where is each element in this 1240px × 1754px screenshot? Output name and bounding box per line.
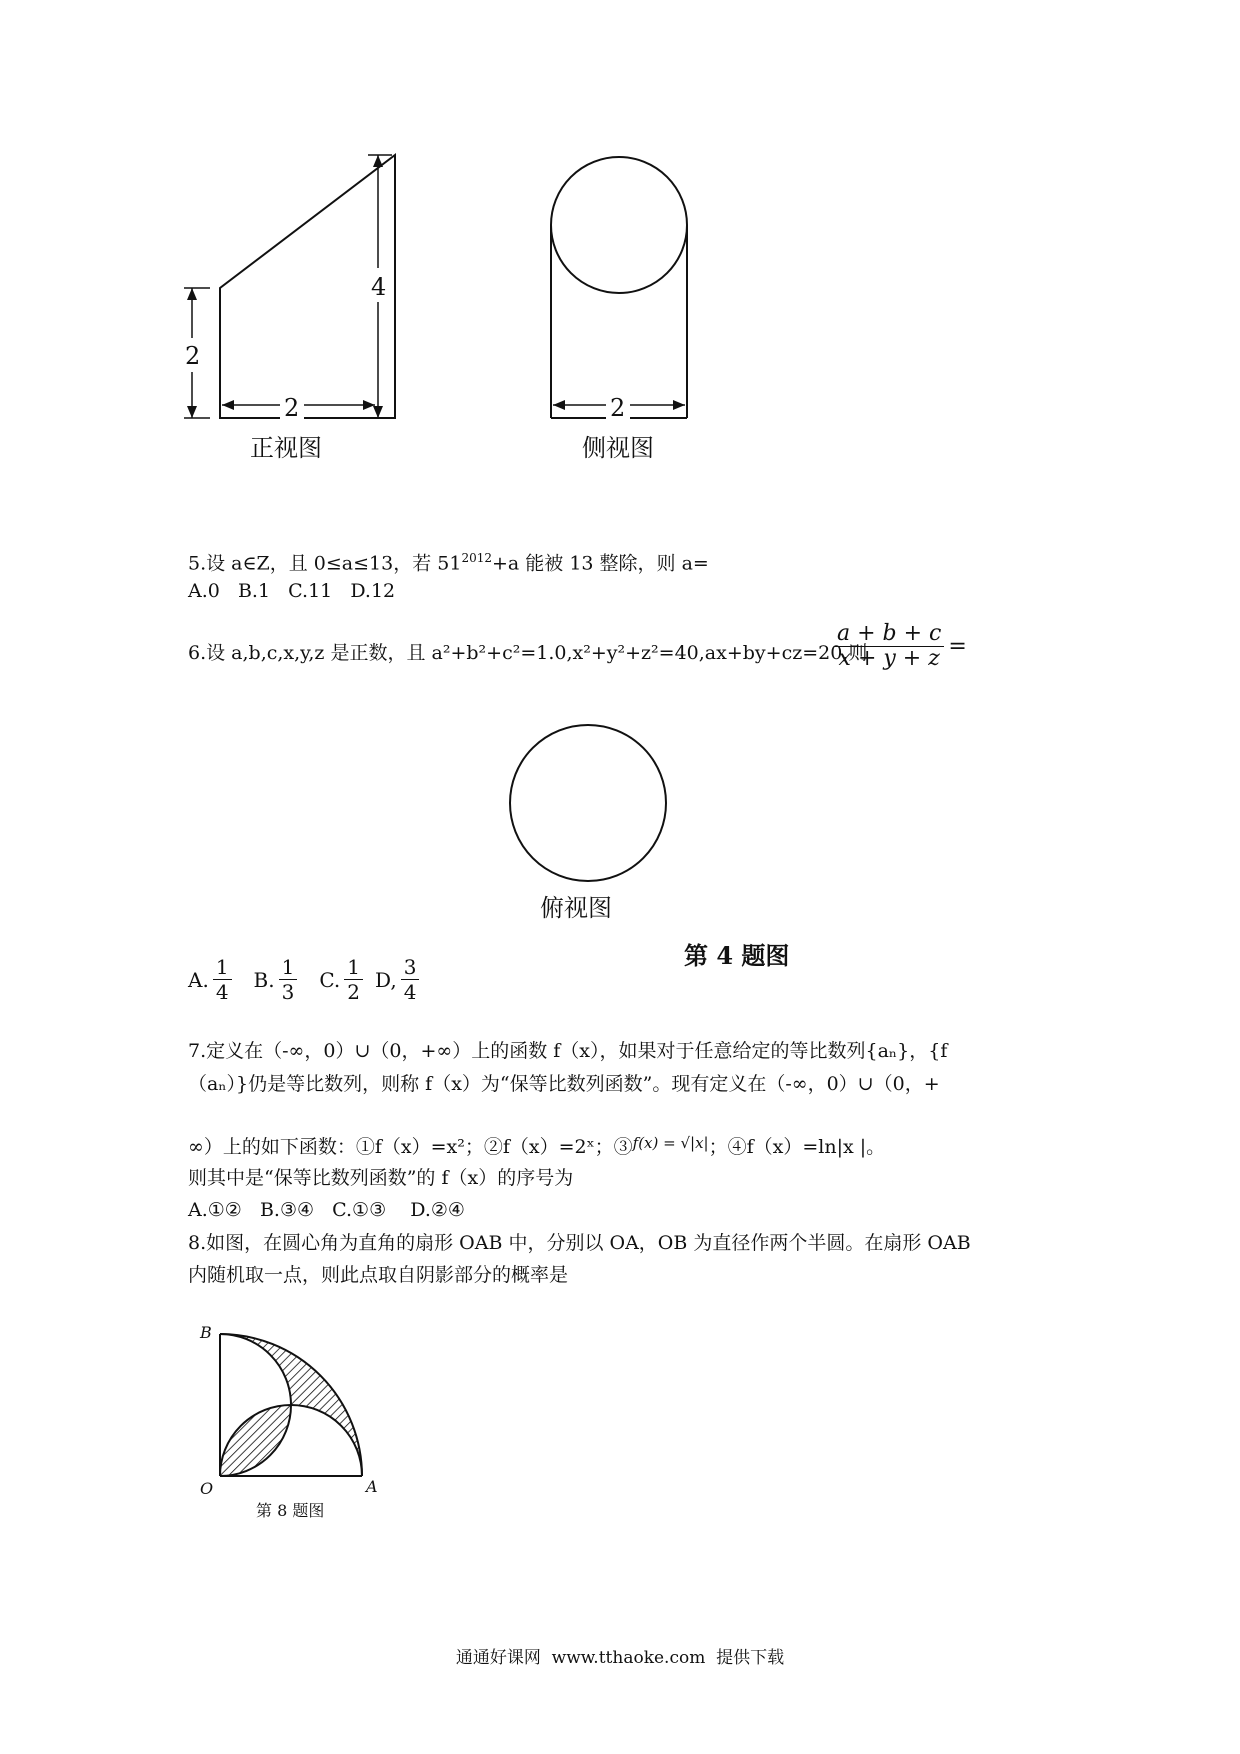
question-7-line-1: 7.定义在（-∞，0）∪（0，+∞）上的函数 f（x），如果对于任意给定的等比数列{aₙ}，{f — [188, 1040, 948, 1062]
q7-formula: f(x) = √|x| — [632, 1134, 709, 1152]
fig8-label-b: B — [200, 1323, 212, 1342]
question-8-line-1: 8.如图，在圆心角为直角的扇形 OAB 中，分别以 OA，OB 为直径作两个半圆。在扇形 OAB — [188, 1232, 971, 1254]
figure-8 — [190, 1310, 410, 1530]
question-6-options — [188, 955, 423, 1004]
q6-option-d-den: 4 — [403, 980, 417, 1004]
question-8-line-2: 内随机取一点，则此点取自阴影部分的概率是 — [188, 1264, 569, 1286]
q6-option-b-letter: B. — [253, 967, 275, 992]
q6-option-a-den: 4 — [215, 980, 229, 1004]
q5-stem-tail: +a 能被 13 整除，则 a= — [492, 552, 709, 575]
page-footer: 通通好课网 www.tthaoke.com 提供下载 — [455, 1648, 785, 1668]
question-7-line-3 — [188, 1130, 885, 1160]
front-view-figure — [180, 150, 420, 510]
q7-line3-text: ∞）上的如下函数：①f（x）=x²；②f（x）=2ˣ；③ — [188, 1136, 633, 1158]
q5-exponent: 2012 — [461, 551, 492, 565]
q6-option-a-letter: A. — [188, 967, 209, 992]
question-5-stem — [188, 545, 709, 576]
side-view-figure — [540, 150, 740, 510]
q6-option-c-den: 2 — [347, 980, 361, 1004]
top-view-figure — [500, 720, 820, 980]
side-view-label: 侧视图 — [582, 434, 654, 462]
q6-option-c-num: 1 — [344, 955, 363, 980]
q6-option-b-num: 1 — [279, 955, 298, 980]
fig8-label-o: O — [200, 1479, 214, 1498]
fig8-label-a: A — [366, 1477, 378, 1496]
front-height-dim: 2 — [185, 342, 201, 370]
q6-option-d-num: 3 — [401, 955, 420, 980]
q6-frac-denominator: x + y + z — [838, 646, 940, 671]
question-6-stem — [188, 640, 867, 666]
q5-stem-text: 5.设 a∈Z，且 0≤a≤13，若 51 — [188, 552, 462, 575]
q6-fraction — [830, 622, 967, 671]
q6-option-d-letter: D, — [375, 967, 397, 992]
q6-equals: = — [948, 634, 967, 659]
front-width-dim: 2 — [284, 394, 300, 422]
question-7-line-4: 则其中是“保等比数列函数”的 f（x）的序号为 — [188, 1167, 574, 1189]
figure-8-caption: 第 8 题图 — [256, 1501, 325, 1520]
question-7-options: A.①② B.③④ C.①③ D.②④ — [188, 1199, 465, 1221]
figure-4-caption: 第 4 题图 — [684, 941, 790, 970]
question-7-line-2: （aₙ）}仍是等比数列，则称 f（x）为“保等比数列函数”。现有定义在（-∞，0）∪（0，+ — [188, 1073, 940, 1095]
q6-frac-numerator: a + b + c — [834, 622, 944, 647]
q6-option-c-letter: C. — [319, 967, 341, 992]
total-height-dim: 4 — [371, 273, 387, 301]
side-width-dim: 2 — [610, 394, 626, 422]
question-5-options: A.0 B.1 C.11 D.12 — [188, 580, 396, 602]
q7-line3-tail: ；④f（x）=ln|x |。 — [708, 1136, 886, 1158]
q6-stem-text: 6.设 a,b,c,x,y,z 是正数，且 a²+b²+c²=1.0,x²+y²+z²=40,ax+by+cz=20,则 — [188, 642, 868, 664]
q6-option-b-den: 3 — [281, 980, 295, 1004]
front-view-label: 正视图 — [250, 434, 322, 462]
q6-option-a-num: 1 — [213, 955, 232, 980]
top-view-label: 俯视图 — [540, 894, 612, 922]
